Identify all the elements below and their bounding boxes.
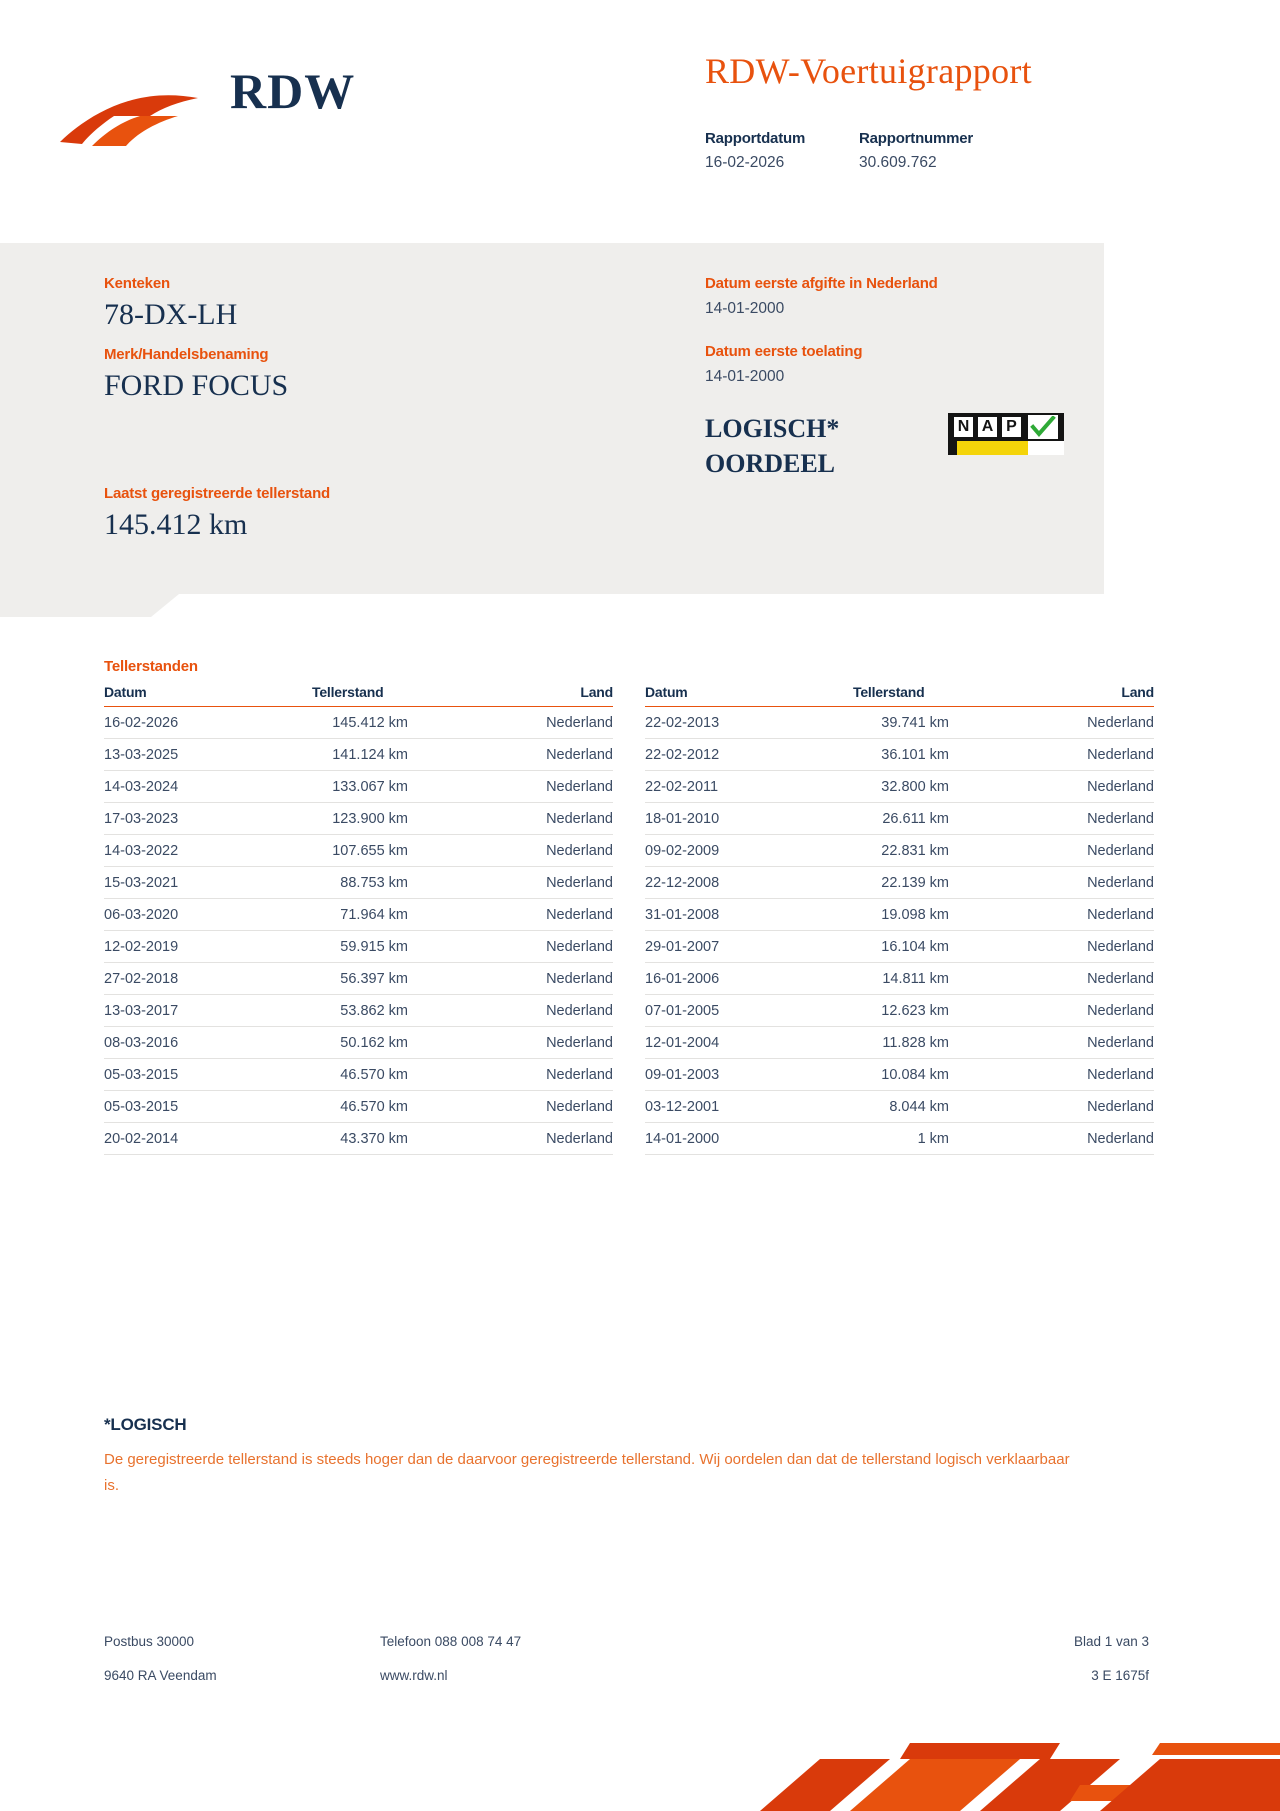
col-date-right: Datum: [645, 684, 805, 707]
col-reading-right: Tellerstand: [805, 684, 1005, 707]
cell-country: Nederland: [464, 1027, 613, 1059]
nap-bottom-black-square: [948, 441, 957, 455]
footnote-body: De geregistreerde tellerstand is steeds hoger dan de daarvoor geregistreerde tellerstand. Wij oordelen dan dat de tellerstand logisch verklaarbaar is.: [104, 1451, 1070, 1495]
cell-reading: 46.570 km: [264, 1059, 464, 1091]
cell-date: 05-03-2015: [104, 1091, 264, 1123]
col-reading-left: Tellerstand: [264, 684, 464, 707]
report-number-block: [859, 130, 973, 172]
cell-date: 08-03-2016: [104, 1027, 264, 1059]
cell-date: 14-01-2000: [645, 1123, 805, 1155]
table-row: [104, 739, 613, 771]
table-row: [645, 771, 1154, 803]
cell-country: Nederland: [464, 771, 613, 803]
footer-page-number: Blad 1 van 3: [1073, 1634, 1149, 1649]
table-row: [645, 995, 1154, 1027]
cell-date: 27-02-2018: [104, 963, 264, 995]
table-row: [104, 771, 613, 803]
cell-country: Nederland: [1005, 835, 1154, 867]
last-odometer-block: [104, 485, 330, 542]
odometer-table-right: [645, 684, 1154, 1155]
report-number-label: Rapportnummer: [859, 130, 974, 147]
cell-country: Nederland: [464, 899, 613, 931]
cell-reading: 11.828 km: [805, 1027, 1005, 1059]
footnote-star: *: [104, 1415, 111, 1434]
cell-reading: 43.370 km: [264, 1123, 464, 1155]
cell-reading: 22.139 km: [805, 867, 1005, 899]
cell-reading: 36.101 km: [805, 739, 1005, 771]
cell-reading: 56.397 km: [264, 963, 464, 995]
col-country-left: Land: [464, 684, 613, 707]
cell-date: 05-03-2015: [104, 1059, 264, 1091]
odometer-table-left: [104, 684, 613, 1155]
cell-reading: 32.800 km: [805, 771, 1005, 803]
cell-country: Nederland: [1005, 1123, 1154, 1155]
cell-country: Nederland: [1005, 1027, 1154, 1059]
kenteken-label: Kenteken: [104, 275, 170, 292]
cell-date: 17-03-2023: [104, 803, 264, 835]
footer-telephone: Telefoon 088 008 74 47: [380, 1634, 522, 1649]
table-header-row: [645, 684, 1154, 707]
page-footer: [104, 1634, 1149, 1702]
table-row: [104, 963, 613, 995]
nap-letter-n: N: [954, 417, 973, 437]
merk-value: FORD FOCUS: [104, 369, 289, 402]
nap-letter-a: A: [978, 417, 997, 437]
footer-row-2: [104, 1668, 1149, 1702]
report-number-value: 30.609.762: [859, 154, 937, 171]
kenteken-value: 78-DX-LH: [104, 298, 238, 331]
first-admission-value: 14-01-2000: [705, 368, 785, 385]
merk-block: [104, 346, 288, 403]
cell-country: Nederland: [464, 1091, 613, 1123]
table-row: [645, 835, 1154, 867]
cell-date: 12-02-2019: [104, 931, 264, 963]
col-country-right: Land: [1005, 684, 1154, 707]
table-row: [645, 1091, 1154, 1123]
nap-bottom-white-square: [1028, 441, 1064, 455]
cell-reading: 16.104 km: [805, 931, 1005, 963]
cell-date: 09-01-2003: [645, 1059, 805, 1091]
table-row: [104, 995, 613, 1027]
cell-date: 22-12-2008: [645, 867, 805, 899]
table-row: [645, 1123, 1154, 1155]
cell-country: Nederland: [464, 835, 613, 867]
cell-country: Nederland: [464, 1059, 613, 1091]
verdict-line-1: LOGISCH*: [705, 414, 840, 443]
vehicle-summary-panel: [0, 243, 1104, 594]
cell-country: Nederland: [464, 867, 613, 899]
table-row: [104, 1027, 613, 1059]
cell-country: Nederland: [1005, 899, 1154, 931]
cell-reading: 59.915 km: [264, 931, 464, 963]
rdw-logo: [58, 40, 368, 150]
cell-date: 22-02-2013: [645, 707, 805, 739]
table-row: [645, 803, 1154, 835]
table-row: [104, 899, 613, 931]
check-icon: [1030, 416, 1056, 438]
first-issue-label: Datum eerste afgifte in Nederland: [705, 275, 938, 292]
last-odometer-value: 145.412 km: [104, 508, 248, 541]
table-row: [104, 835, 613, 867]
nap-logo-icon: [948, 413, 1064, 455]
nap-letter-p: P: [1002, 417, 1021, 437]
cell-date: 31-01-2008: [645, 899, 805, 931]
footnote-block: [104, 1415, 1144, 1500]
cell-reading: 22.831 km: [805, 835, 1005, 867]
cell-date: 07-01-2005: [645, 995, 805, 1027]
cell-reading: 88.753 km: [264, 867, 464, 899]
cell-country: Nederland: [1005, 707, 1154, 739]
first-admission-label: Datum eerste toelating: [705, 343, 863, 360]
first-issue-block: [705, 275, 938, 318]
footnote-title-text: LOGISCH: [110, 1415, 187, 1434]
cell-reading: 123.900 km: [264, 803, 464, 835]
table-row: [104, 707, 613, 739]
cell-reading: 53.862 km: [264, 995, 464, 1027]
table-header-row: [104, 684, 613, 707]
cell-reading: 14.811 km: [805, 963, 1005, 995]
cell-date: 18-01-2010: [645, 803, 805, 835]
cell-date: 15-03-2021: [104, 867, 264, 899]
rdw-wordmark: RDW: [230, 63, 356, 119]
cell-date: 13-03-2017: [104, 995, 264, 1027]
verdict-block: [705, 411, 839, 481]
table-row: [645, 1027, 1154, 1059]
first-issue-value: 14-01-2000: [705, 300, 785, 317]
cell-country: Nederland: [464, 963, 613, 995]
odometer-section-title: Tellerstanden: [104, 658, 198, 675]
cell-date: 16-02-2026: [104, 707, 264, 739]
merk-label: Merk/Handelsbenaming: [104, 346, 269, 363]
table-row: [104, 1123, 613, 1155]
table-row: [645, 931, 1154, 963]
cell-country: Nederland: [1005, 867, 1154, 899]
cell-reading: 26.611 km: [805, 803, 1005, 835]
footer-form-code: 3 E 1675f: [1091, 1668, 1149, 1683]
report-date-value: 16-02-2026: [705, 154, 785, 171]
table-row: [645, 899, 1154, 931]
last-odometer-label: Laatst geregistreerde tellerstand: [104, 485, 330, 502]
cell-country: Nederland: [1005, 963, 1154, 995]
table-row: [104, 867, 613, 899]
cell-date: 14-03-2024: [104, 771, 264, 803]
cell-date: 12-01-2004: [645, 1027, 805, 1059]
cell-reading: 1 km: [805, 1123, 1005, 1155]
table-row: [645, 963, 1154, 995]
table-row: [645, 739, 1154, 771]
cell-date: 22-02-2011: [645, 771, 805, 803]
cell-country: Nederland: [464, 739, 613, 771]
table-row: [104, 803, 613, 835]
cell-reading: 71.964 km: [264, 899, 464, 931]
cell-reading: 39.741 km: [805, 707, 1005, 739]
cell-country: Nederland: [1005, 1059, 1154, 1091]
footer-row-1: [104, 1634, 1149, 1668]
cell-reading: 10.084 km: [805, 1059, 1005, 1091]
table-row: [104, 1091, 613, 1123]
cell-date: 16-01-2006: [645, 963, 805, 995]
cell-reading: 145.412 km: [264, 707, 464, 739]
cell-reading: 19.098 km: [805, 899, 1005, 931]
cell-country: Nederland: [1005, 1091, 1154, 1123]
first-admission-block: [705, 343, 862, 386]
rdw-swoosh-icon: [58, 92, 218, 148]
cell-date: 22-02-2012: [645, 739, 805, 771]
table-row: [104, 931, 613, 963]
kenteken-block: [104, 275, 237, 332]
report-meta: [705, 130, 973, 172]
table-row: [645, 707, 1154, 739]
footer-city: 9640 RA Veendam: [104, 1668, 217, 1683]
panel-notch: [0, 594, 151, 617]
page-header: [0, 0, 1280, 210]
cell-country: Nederland: [464, 931, 613, 963]
cell-country: Nederland: [1005, 931, 1154, 963]
document-title: RDW-Voertuigrapport: [705, 51, 1032, 91]
footer-decorative-stripes-icon: [760, 1725, 1280, 1811]
footnote-title: [104, 1415, 1144, 1435]
cell-country: Nederland: [1005, 771, 1154, 803]
footer-postbus: Postbus 30000: [104, 1634, 195, 1649]
cell-date: 20-02-2014: [104, 1123, 264, 1155]
cell-country: Nederland: [1005, 995, 1154, 1027]
cell-reading: 107.655 km: [264, 835, 464, 867]
report-date-block: [705, 130, 859, 172]
cell-reading: 46.570 km: [264, 1091, 464, 1123]
table-row: [645, 867, 1154, 899]
col-date-left: Datum: [104, 684, 264, 707]
cell-date: 29-01-2007: [645, 931, 805, 963]
cell-date: 06-03-2020: [104, 899, 264, 931]
footer-website-link[interactable]: www.rdw.nl: [380, 1668, 448, 1683]
table-row: [645, 1059, 1154, 1091]
cell-country: Nederland: [464, 803, 613, 835]
cell-date: 14-03-2022: [104, 835, 264, 867]
cell-reading: 133.067 km: [264, 771, 464, 803]
verdict-line-2: OORDEEL: [705, 449, 836, 479]
cell-country: Nederland: [1005, 739, 1154, 771]
cell-date: 09-02-2009: [645, 835, 805, 867]
cell-date: 13-03-2025: [104, 739, 264, 771]
odometer-section: [104, 658, 1154, 1155]
cell-reading: 50.162 km: [264, 1027, 464, 1059]
cell-reading: 8.044 km: [805, 1091, 1005, 1123]
cell-country: Nederland: [464, 707, 613, 739]
cell-country: Nederland: [1005, 803, 1154, 835]
cell-reading: 12.623 km: [805, 995, 1005, 1027]
report-date-label: Rapportdatum: [705, 130, 806, 147]
cell-date: 03-12-2001: [645, 1091, 805, 1123]
cell-country: Nederland: [464, 1123, 613, 1155]
cell-country: Nederland: [464, 995, 613, 1027]
cell-reading: 141.124 km: [264, 739, 464, 771]
table-row: [104, 1059, 613, 1091]
